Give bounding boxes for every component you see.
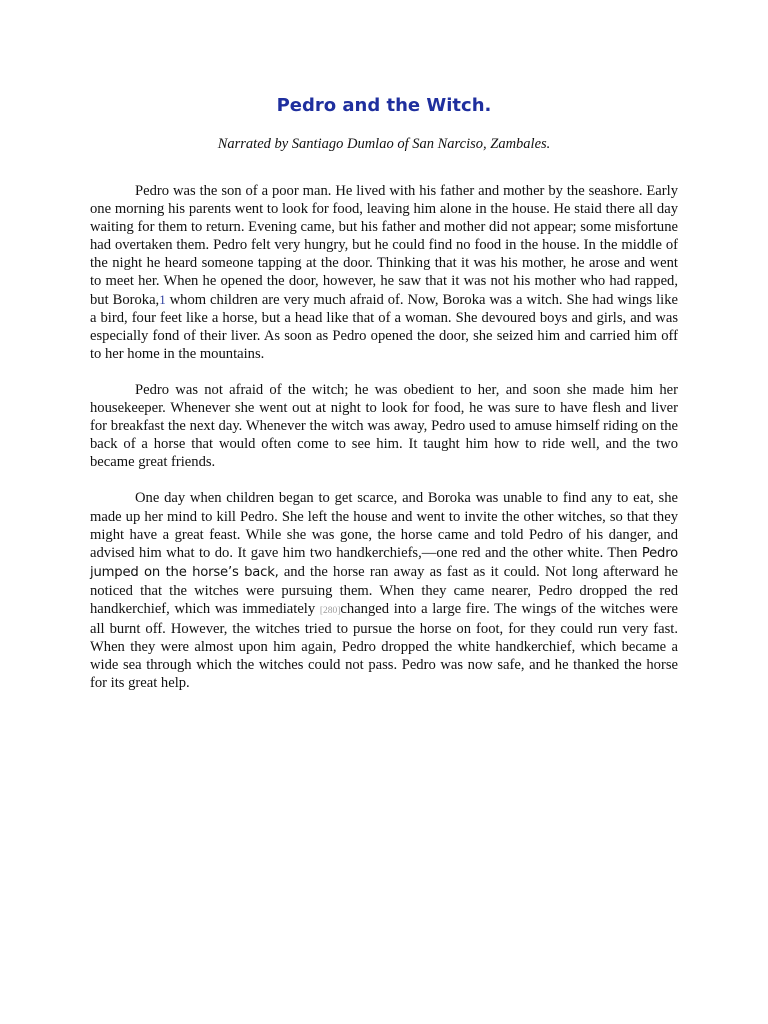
paragraph-1-text-a: Pedro was the son of a poor man. He lived with his father and mother by the seashore. Early one morning his parents went to look for food, leaving him alone in the house. He staid there all day waiting for them to return. Evening came, but his father and mother did not appear; some misfortune had overtaken them. Pedro felt very hungry, but he could find no food in the house. In the middle of the night he heard someone tapping at the door. Thinking that it was his mother, he arose and went to meet her. When he opened the door, however, he saw that it was not his mother who had rapped, but Boroka, xyxy=(90,183,678,308)
paragraph-1-text-b: whom children are very much afraid of. Now, Boroka was a witch. She had wings like a bird, four feet like a horse, but a head like that of a woman. She devoured boys and girls, and was especially fond of their liver. As soon as Pedro opened the door, she seized him and carried him off to her home in the mountains. xyxy=(90,291,678,362)
page-number-link[interactable]: [280] xyxy=(319,605,341,616)
paragraph-1 xyxy=(90,182,678,363)
paragraph-2 xyxy=(90,381,678,471)
footnote-link[interactable]: 1 xyxy=(159,291,166,307)
paragraph-3-text-c: changed into a large fire. The wings of the witches were all burnt off. However, the witches tried to pursue the horse on foot, for they could run very fast. When they were almost upon him again, Pedro dropped the white handkerchief, which became a wide sea through which the witches could not pass. Pedro was now safe, and he thanked the horse for its great help. xyxy=(90,600,678,692)
paragraph-3-text-a: One day when children began to get scarce, and Boroka was unable to find any to eat, she made up her mind to kill Pedro. She left the house and went to invite the other witches, so that they might have a great feast. While she was gone, the horse came and told Pedro of his danger, and advised him what to do. It gave him two handkerchiefs,—one red and the other white. Then xyxy=(90,490,678,561)
story-title: Pedro and the Witch. xyxy=(276,95,492,116)
paragraph-2-text: Pedro was not afraid of the witch; he was obedient to her, and soon she made him her housekeeper. Whenever she went out at night to look for food, he was sure to have flesh and liver for breakfast the next day. Whenever the witch was away, Pedro used to amuse himself riding on the back of a horse that would often come to see him. It taught him how to ride well, and the two became great friends. xyxy=(90,381,678,471)
story-subtitle: Narrated by Santiago Dumlao of San Narciso, Zambales. xyxy=(217,136,551,152)
paragraph-3 xyxy=(90,489,678,692)
document-page xyxy=(90,94,678,692)
paragraph-3-text-b: and the horse ran away as fast as it could. Not long afterward he noticed that the witches were pursuing them. When they came nearer, Pedro dropped the red handkerchief, which was immediately xyxy=(90,563,678,617)
paragraph-3-sans-run: Pedro jumped on the horse’s back, xyxy=(90,545,678,580)
